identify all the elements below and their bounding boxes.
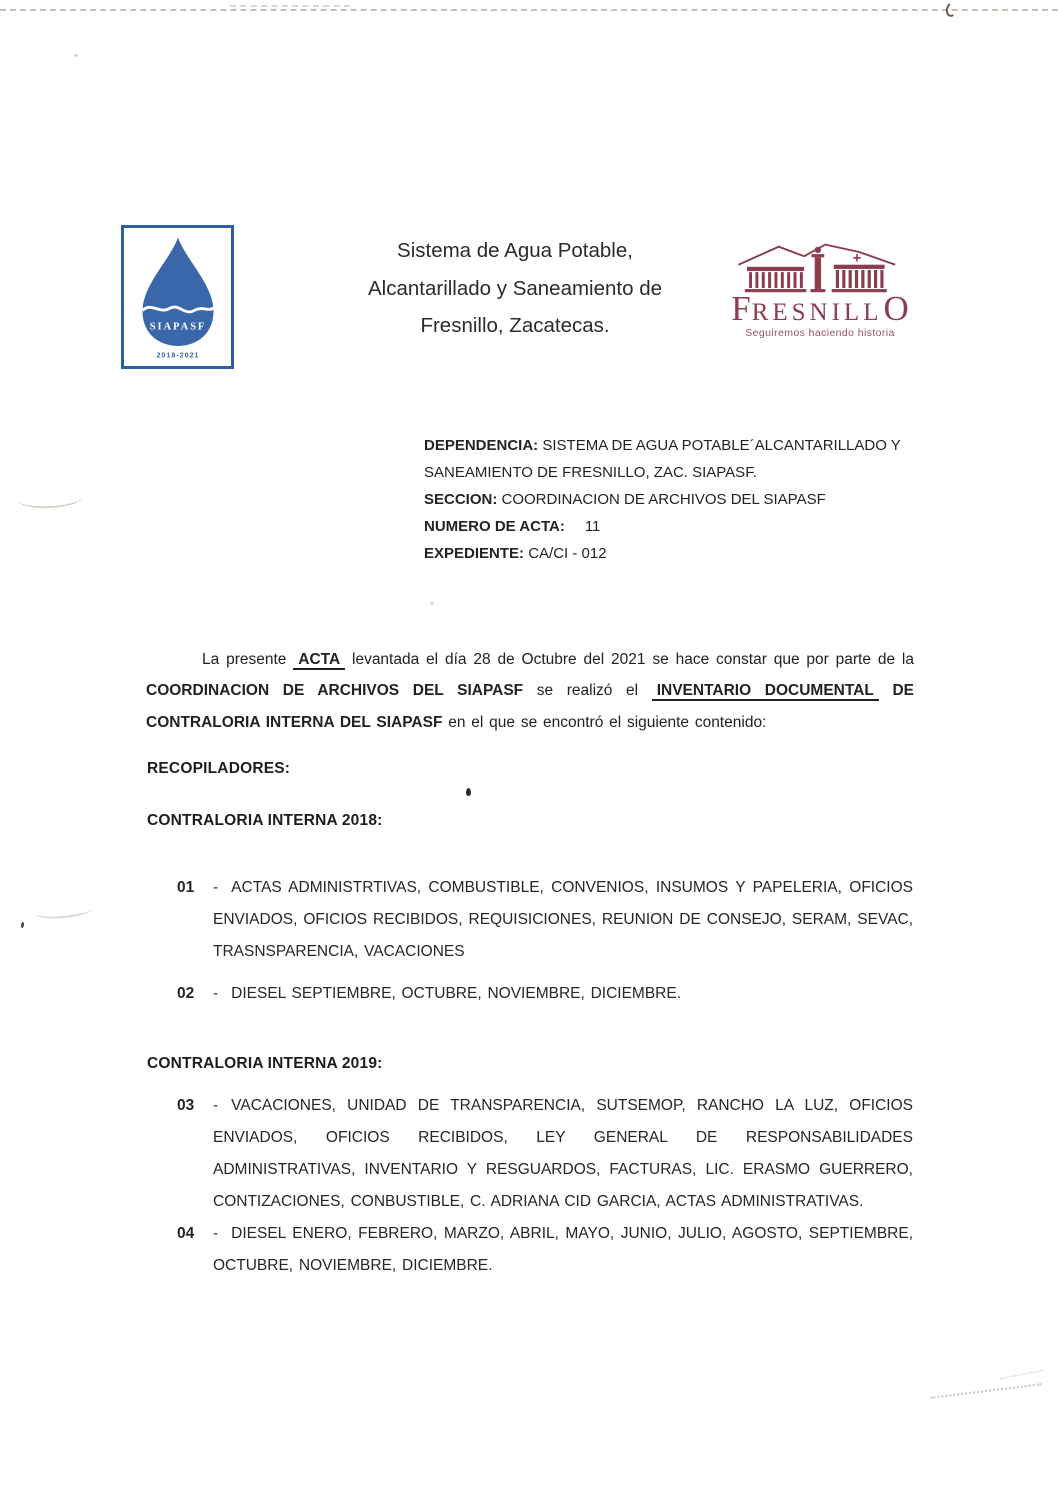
intro-inventario-term: INVENTARIO DOCUMENTAL <box>652 682 879 701</box>
inventory-item-number: 04 <box>177 1225 195 1242</box>
inventory-item-content: DIESEL ENERO, FEBRERO, MARZO, ABRIL, MAYO, JUNIO, JULIO, AGOSTO, SEPTIEMBRE, OCTUBRE, NOVIEMBRE, DICIEMBRE. <box>213 1225 913 1274</box>
item-dash: - <box>213 1225 219 1242</box>
scan-artifact-diamond-dot <box>466 788 471 796</box>
inventory-item-content: VACACIONES, UNIDAD DE TRANSPARENCIA, SUTSEMOP, RANCHO LA LUZ, OFICIOS ENVIADOS, OFICIOS RECIBIDOS, LEY GENERAL DE RESPONSABILIDADES ADMINISTRATIVAS, INVENTARIO Y RESGUARDOS, FACTURAS, LIC. ERASMO GUERRERO, CONTIZACIONES, CONBUSTIBLE, C. ADRIANA CID GARCIA, ACTAS ADMINISTRATIVAS. <box>213 1097 913 1210</box>
scan-artifact-pencil-squiggle <box>930 1383 1041 1399</box>
inventory-item-03 <box>177 1090 913 1218</box>
numero-acta-value: 11 <box>584 518 601 535</box>
scan-artifact-pencil-squiggle <box>1000 1370 1043 1379</box>
scan-artifact-arc <box>18 488 83 509</box>
scan-artifact-speck <box>74 54 78 57</box>
numero-acta-label: NUMERO DE ACTA: <box>424 518 565 535</box>
title-line-2: Alcantarillado y Saneamiento de <box>367 276 663 300</box>
inventory-item-text <box>213 978 913 1010</box>
scan-artifact-dot <box>21 922 25 928</box>
title-line-3: Fresnillo, Zacatecas. <box>420 314 610 337</box>
intro-acta-term: ACTA <box>293 651 345 670</box>
inventory-item-content: DIESEL SEPTIEMBRE, OCTUBRE, NOVIEMBRE, DICIEMBRE. <box>231 985 682 1002</box>
inventory-item-number: 02 <box>177 985 195 1002</box>
item-dash: - <box>213 1097 219 1114</box>
inventory-item-number: 01 <box>177 879 195 896</box>
intro-seg-3: se realizó el <box>523 682 652 699</box>
fresnillo-wordmark-initial: F <box>731 289 751 328</box>
siapasf-logo-acronym: SIAPASF <box>149 321 206 333</box>
intro-contraloria-term: DE CONTRALORIA INTERNA DEL SIAPASF <box>146 682 914 731</box>
scan-artifact-arc <box>34 901 93 920</box>
inventory-item-text <box>213 872 913 968</box>
intro-paragraph <box>146 644 914 739</box>
document-title <box>295 232 735 345</box>
inventory-item-01 <box>177 872 913 968</box>
scan-artifact-top-line-2 <box>230 5 350 7</box>
seccion-value: COORDINACION DE ARCHIVOS DEL SIAPASF <box>497 491 826 508</box>
inventory-item-text <box>213 1090 913 1218</box>
item-dash: - <box>213 985 219 1002</box>
water-drop-icon <box>130 233 226 361</box>
expediente-value: CA/CI - 012 <box>524 545 607 562</box>
expediente-label: EXPEDIENTE: <box>424 545 525 562</box>
fresnillo-logo <box>698 241 942 339</box>
item-dash: - <box>213 879 219 896</box>
inventory-item-04 <box>177 1218 913 1282</box>
siapasf-logo <box>121 225 234 369</box>
inventory-item-02 <box>177 978 913 1010</box>
intro-seg-1: La presente <box>202 650 294 668</box>
meta-seccion <box>424 486 938 513</box>
seccion-label: SECCION: <box>424 491 498 508</box>
contraloria-2018-heading: CONTRALORIA INTERNA 2018: <box>147 812 383 829</box>
inventory-item-number: 03 <box>177 1097 195 1114</box>
scan-artifact-speck <box>430 602 434 605</box>
scan-artifact-ink-curl <box>944 1 958 18</box>
siapasf-logo-years: 2018-2021 <box>155 350 200 360</box>
fresnillo-wordmark-final: O <box>883 289 909 328</box>
meta-numero-acta <box>424 513 938 540</box>
meta-dependencia <box>424 432 938 486</box>
intro-seg-2: levantada el día 28 de Octubre del 2021 se hace constar que por parte de la <box>345 650 914 668</box>
fresnillo-wordmark-middle: RESNILL <box>751 299 883 326</box>
contraloria-2019-heading: CONTRALORIA INTERNA 2019: <box>147 1055 383 1072</box>
inventory-item-text <box>213 1218 913 1282</box>
fresnillo-tagline: Seguiremos haciendo historia <box>745 327 895 339</box>
dependencia-label: DEPENDENCIA: <box>424 437 539 454</box>
intro-coordinacion-term: COORDINACION DE ARCHIVOS DEL SIAPASF <box>146 682 524 699</box>
inventory-item-content: ACTAS ADMINISTRTIVAS, COMBUSTIBLE, CONVENIOS, INSUMOS Y PAPELERIA, OFICIOS ENVIADOS, OFICIOS RECIBIDOS, REQUISICIONES, REUNION DE CONSEJO, SERAM, SEVAC, TRASNSPARENCIA, VACACIONES <box>213 879 913 960</box>
title-line-1: Sistema de Agua Potable, <box>397 239 633 262</box>
meta-expediente <box>424 540 938 567</box>
fresnillo-wordmark <box>698 291 942 326</box>
scan-artifact-top-line <box>0 9 1058 11</box>
document-meta-block <box>424 432 938 567</box>
intro-seg-4: en el que se encontró el siguiente contenido: <box>442 713 767 731</box>
recopiladores-heading: RECOPILADORES: <box>147 760 291 777</box>
dependencia-value: SISTEMA DE AGUA POTABLE´ALCANTARILLADO Y SANEAMIENTO DE FRESNILLO, ZAC. SIAPASF. <box>424 437 901 481</box>
